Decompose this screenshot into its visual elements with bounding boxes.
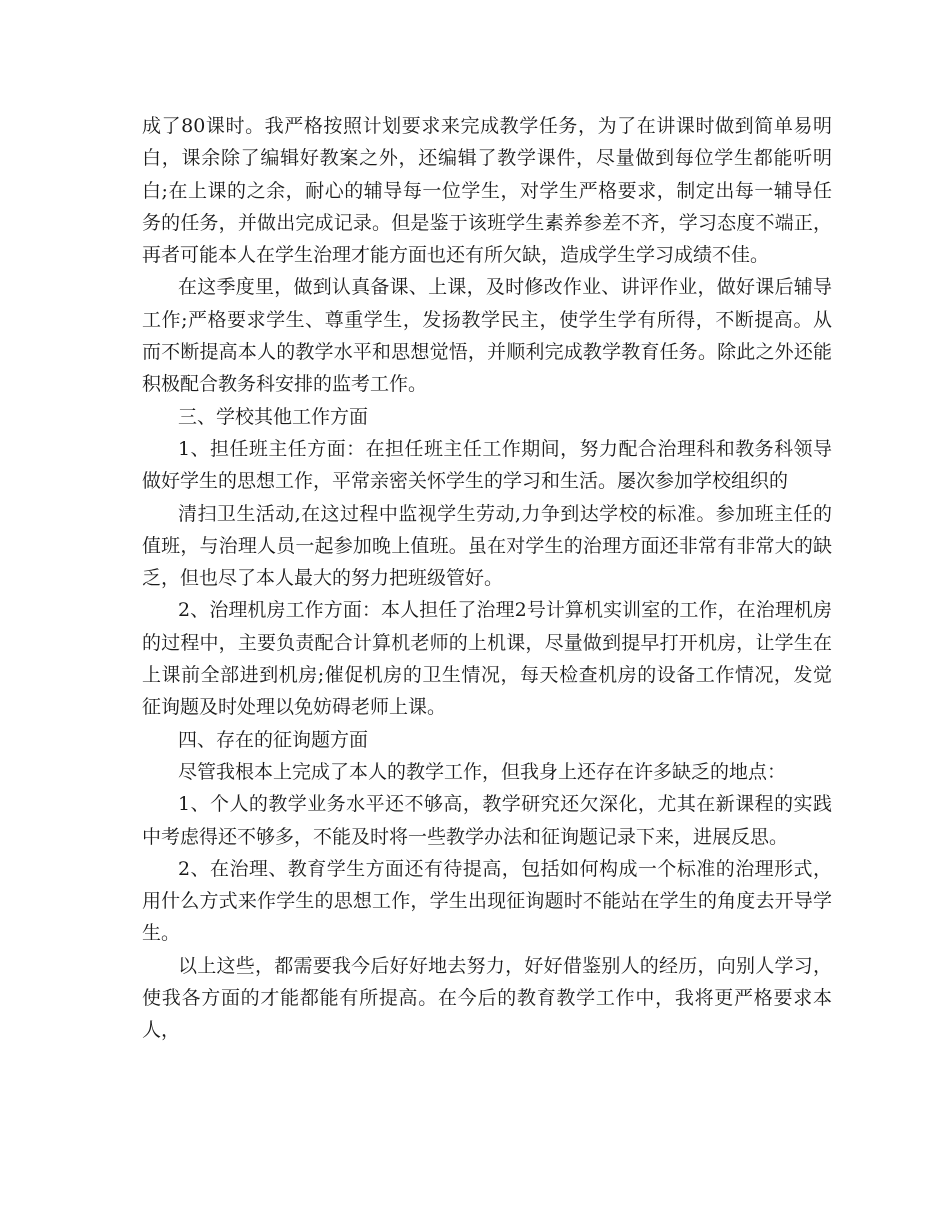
section-heading-problems: 四、存在的征询题方面 [178, 728, 369, 751]
paragraph-shortcomings-intro: 尽管我根本上完成了本人的教学工作，但我身上还存在许多缺乏的地点： [178, 760, 787, 783]
section-heading-other-work: 三、学校其他工作方面 [178, 405, 369, 428]
paragraph-shortcoming-2: 2、在治理、教育学生方面还有待提高，包括如何构成一个标准的治理形式，用什么方式来作学生的思想工作，学生出现征询题时不能站在学生的角度去开导学生。 [142, 857, 832, 945]
paragraph-cleaning-duty: 清扫卫生活动,在这过程中监视学生劳动,力争到达学校的标准。参加班主任的值班，与治理人员一起参加晚上值班。虽在对学生的治理方面还非常有非常大的缺乏，但也尽了本人最大的努力把班级管好。 [142, 502, 832, 590]
paragraph-teaching-hours: 成了80课时。我严格按照计划要求来完成教学任务，为了在讲课时做到简单易明白，课余除了编辑好教案之外，还编辑了教学课件，尽量做到每位学生都能听明白;在上课的之余，耐心的辅导每一位学生，对学生严格要求，制定出每一辅导任务的任务，并做出完成记录。但是鉴于该班学生素养参差不齐，学习态度不端正，再者可能本人在学生治理才能方面也还有所欠缺，造成学生学习成绩不佳。 [142, 115, 832, 267]
paragraph-head-teacher: 1、担任班主任方面：在担任班主任工作期间，努力配合治理科和教务科领导做好学生的思想工作，平常亲密关怀学生的学习和生活。屡次参加学校组织的 [142, 437, 832, 493]
paragraph-shortcoming-1: 1、个人的教学业务水平还不够高，教学研究还欠深化，尤其在新课程的实践中考虑得还不够多，不能及时将一些教学办法和征询题记录下来，进展反思。 [142, 793, 832, 848]
paragraph-quarter-summary: 在这季度里，做到认真备课、上课，及时修改作业、讲评作业，做好课后辅导工作;严格要求学生、尊重学生，发扬教学民主，使学生学有所得，不断提高。从而不断提高本人的教学水平和思想觉悟，并顺利完成教学教育任务。除此之外还能积极配合教务科安排的监考工作。 [142, 276, 832, 396]
paragraph-computer-lab: 2、治理机房工作方面：本人担任了治理2号计算机实训室的工作，在治理机房的过程中，主要负责配合计算机老师的上机课，尽量做到提早打开机房，让学生在上课前全部进到机房;催促机房的卫生情况，每天检查机房的设备工作情况，发觉征询题及时处理以免妨碍老师上课。 [142, 599, 832, 719]
document-body [142, 110, 832, 1047]
paragraph-conclusion: 以上这些，都需要我今后好好地去努力，好好借鉴别人的经历，向别人学习，使我各方面的才能都能有所提高。在今后的教育教学工作中，我将更严格要求本人， [142, 954, 832, 1042]
